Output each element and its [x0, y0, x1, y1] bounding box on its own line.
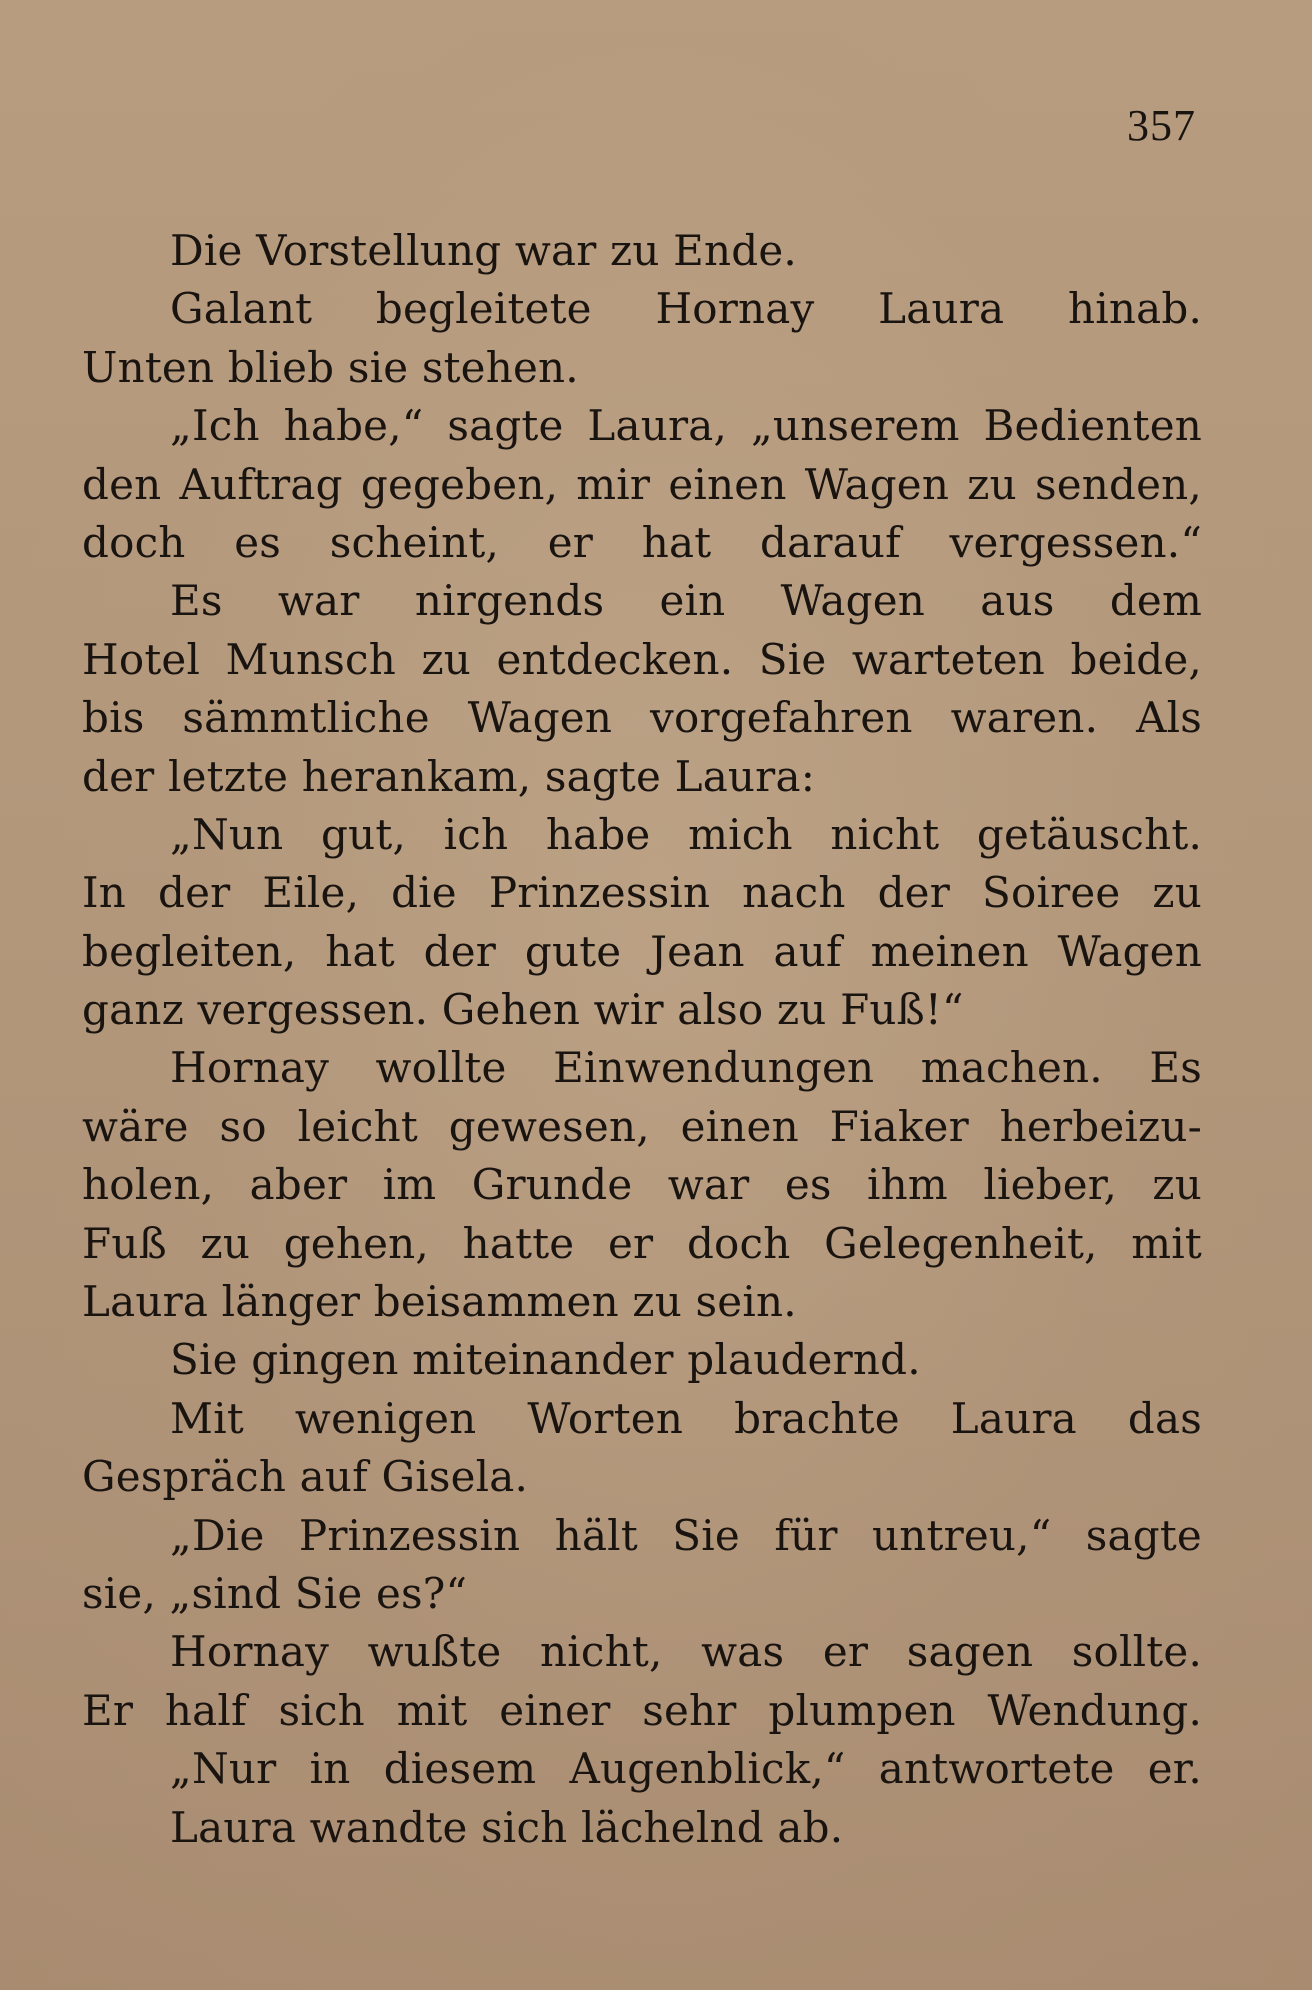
body-text [82, 222, 1202, 1857]
text-line: Mit wenigen Worten brachte Laura das [170, 1393, 1202, 1443]
text-line: Fuß zu gehen, hatte er doch Gelegenheit, mit [82, 1218, 1202, 1268]
text-line: Hornay wußte nicht, was er sagen sollte. [170, 1627, 1202, 1677]
text-line: Er half sich mit einer sehr plumpen Wendung. [82, 1685, 1202, 1735]
text-line: holen, aber im Grunde war es ihm lieber, zu [82, 1160, 1202, 1210]
text-line: begleiten, hat der gute Jean auf meinen Wagen [82, 926, 1202, 976]
text-line: bis sämmtliche Wagen vorgefahren waren. Als [82, 693, 1202, 743]
text-line: Unten blieb sie stehen. [82, 342, 579, 392]
text-line: der letzte herankam, sagte Laura: [82, 751, 816, 801]
text-line: Die Vorstellung war zu Ende. [170, 226, 797, 275]
text-line: Galant begleitete Hornay Laura hinab. [170, 284, 1202, 334]
text-line: wäre so leicht gewesen, einen Fiaker herbeizu- [82, 1101, 1202, 1151]
text-line: „Ich habe,“ sagte Laura, „unserem Bedienten [170, 401, 1202, 451]
text-line: sie, „sind Sie es?“ [82, 1568, 468, 1618]
text-line: Es war nirgends ein Wagen aus dem [170, 576, 1202, 626]
page-number: 357 [1127, 101, 1196, 150]
text-line: „Die Prinzessin hält Sie für untreu,“ sagte [170, 1510, 1202, 1560]
text-line: „Nun gut, ich habe mich nicht getäuscht. [170, 809, 1202, 859]
text-line: Sie gingen miteinander plaudernd. [170, 1335, 921, 1385]
text-line: Hornay wollte Einwendungen machen. Es [170, 1043, 1202, 1093]
text-line: Hotel Munsch zu entdecken. Sie warteten beide, [82, 634, 1202, 684]
text-line: In der Eile, die Prinzessin nach der Soiree zu [82, 868, 1202, 918]
text-line: Laura länger beisammen zu sein. [82, 1277, 797, 1327]
text-line: Gespräch auf Gisela. [82, 1452, 529, 1502]
text-line: Laura wandte sich lächelnd ab. [170, 1802, 844, 1852]
text-line: doch es scheint, er hat darauf vergessen.“ [82, 517, 1202, 567]
text-line: den Auftrag gegeben, mir einen Wagen zu senden, [82, 459, 1202, 509]
text-line: „Nur in diesem Augenblick,“ antwortete er. [170, 1744, 1202, 1794]
text-line: ganz vergessen. Gehen wir also zu Fuß!“ [82, 985, 964, 1035]
